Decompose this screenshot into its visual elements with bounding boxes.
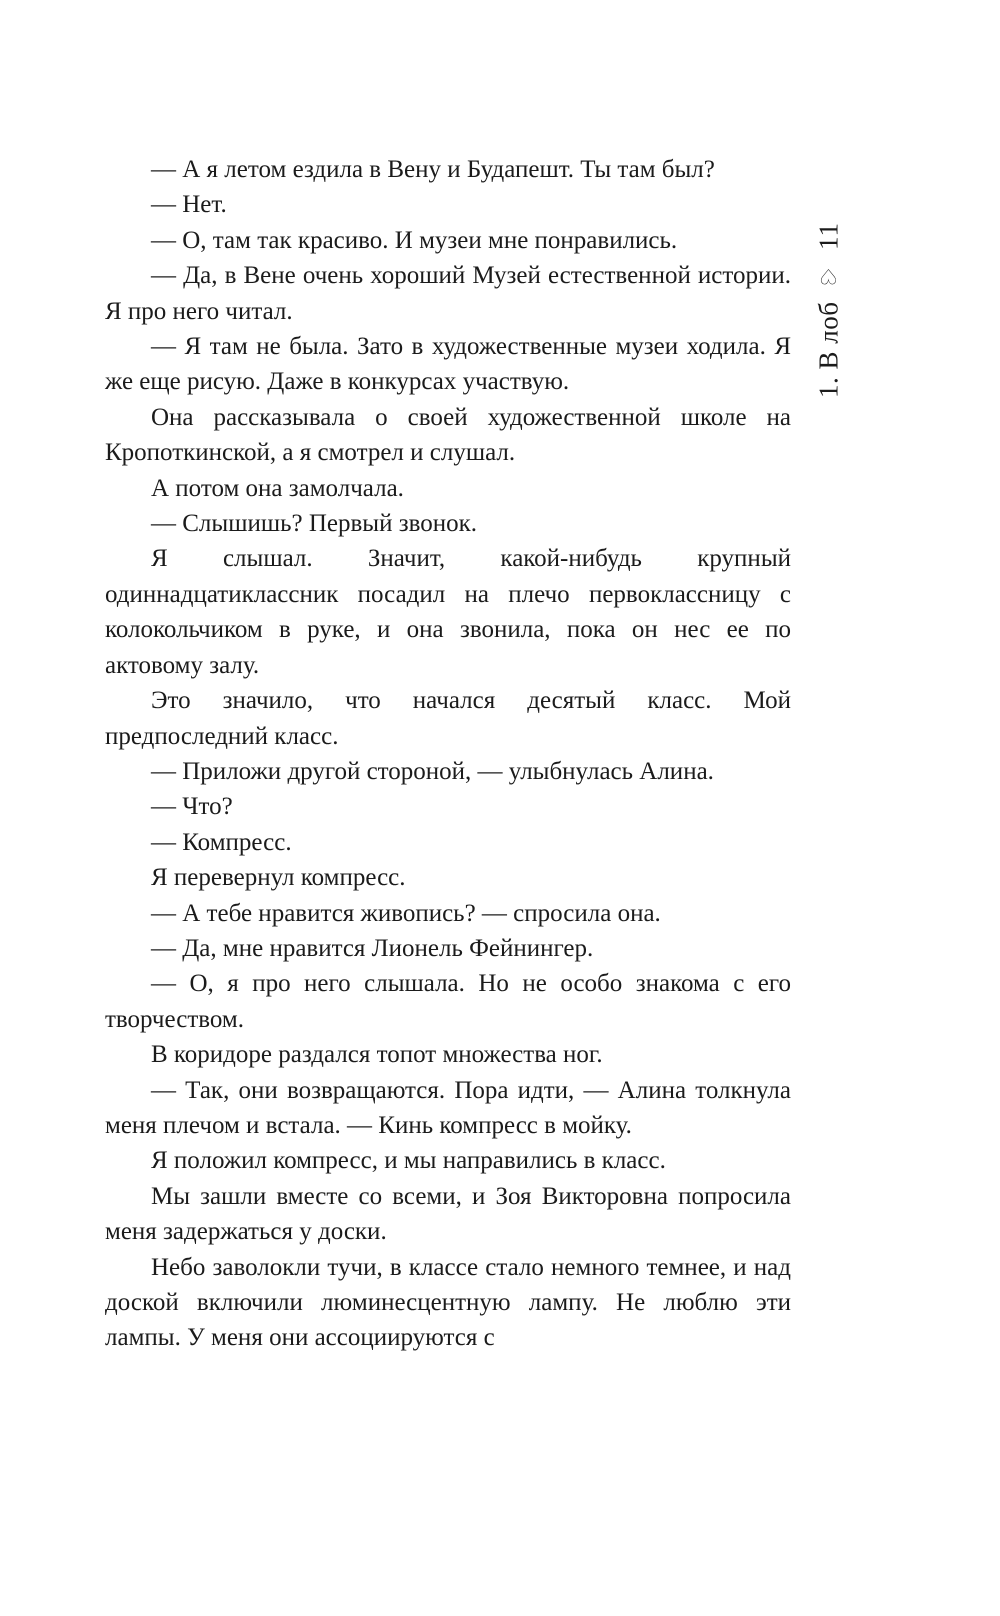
paragraph: — А я летом ездила в Вену и Будапешт. Ты там был? [151,156,715,183]
paragraph: — Слышишь? Первый звонок. [151,510,477,538]
paragraph: А потом она замолчала. [151,474,404,502]
paragraph: Я перевернул компресс. [151,864,406,892]
paragraph: — О, там так красиво. И музеи мне понравились. [151,226,678,254]
paragraph: Мы зашли вместе со всеми, и Зоя Викторовна попросила меня задержаться у доски. [105,1182,791,1246]
paragraph: Это значило, что начался десятый класс. Мой предпоследний класс. [105,687,791,750]
page-number: 11 [813,221,844,250]
paragraph: — Приложи другой стороной, — улыбнулась Алина. [151,757,714,785]
paragraph: — Компресс. [151,828,292,856]
paragraph: — Так, они возвращаются. Пора идти, — Алина толкнула меня плечом и встала. — Кинь компресс в мойку. [105,1076,791,1139]
paragraph: Я положил компресс, и мы направились в класс. [151,1147,666,1175]
paragraph: Она рассказывала о своей художественной школе на Кропоткинской, а я смотрел и слушал. [105,403,791,467]
paragraph: — Нет. [151,191,227,219]
paragraph: — О, я про него слышала. Но не особо знакома с его творчеством. [105,970,791,1033]
running-sidebar [806,158,852,398]
heart-icon: ♡ [816,263,841,288]
paragraph: — Да, мне нравится Лионель Фейнингер. [151,934,594,962]
paragraph: Я слышал. Значит, какой-нибудь крупный одиннадцатиклассник посадил на плечо первоклассницу с колокольчиком в руке, и она звонила, пока он нес ее по актовому залу. [105,545,791,679]
paragraph: В коридоре раздался топот множества ног. [151,1041,603,1069]
chapter-title: 1. В лоб [813,301,844,398]
text-block [105,152,791,1356]
paragraph: — А тебе нравится живопись? — спросила она. [151,899,661,927]
paragraph: Небо заволокли тучи, в классе стало немного темнее, и над доской включили люминесцентную лампу. Не люблю эти лампы. У меня они ассоциируются с [105,1253,791,1352]
paragraph: — Что? [151,793,233,821]
paragraph: — Я там не была. Зато в художественные музеи ходила. Я же еще рисую. Даже в конкурсах участвую. [105,333,791,396]
paragraph: — Да, в Вене очень хороший Музей естественной истории. Я про него читал. [105,262,791,325]
